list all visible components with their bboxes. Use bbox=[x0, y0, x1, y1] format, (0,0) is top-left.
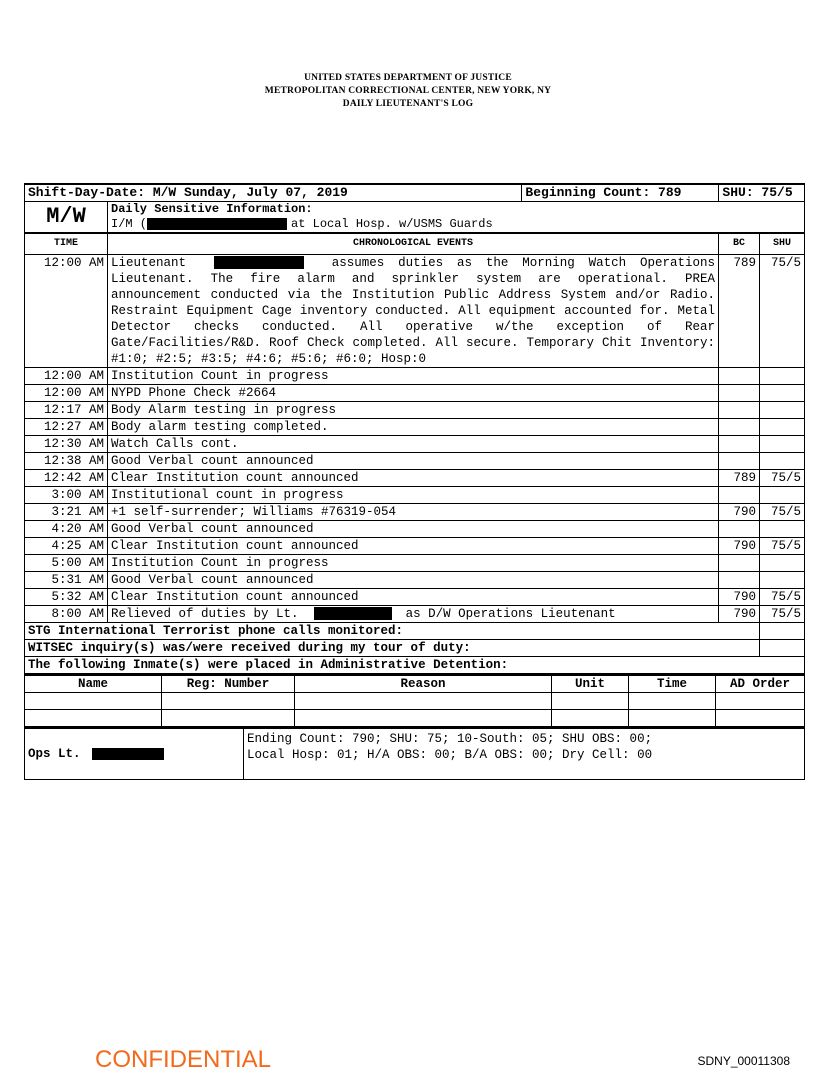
sensitive-info-text: I/M ( at Local Hosp. w/USMS Guards bbox=[111, 217, 493, 231]
event-time: 12:00 AM bbox=[25, 385, 108, 402]
event-bc: 789 bbox=[719, 255, 760, 368]
admin-detention-note: The following Inmate(s) were placed in Administrative Detention: bbox=[25, 657, 805, 674]
event-time: 8:00 AM bbox=[25, 606, 108, 623]
header-agency: UNITED STATES DEPARTMENT OF JUSTICE bbox=[304, 73, 512, 83]
event-text: Clear Institution count announced bbox=[108, 470, 719, 487]
ops-lt-signature: Ops Lt. bbox=[25, 728, 244, 780]
event-time: 3:21 AM bbox=[25, 504, 108, 521]
event-time: 12:42 AM bbox=[25, 470, 108, 487]
ad-blank-row bbox=[25, 710, 805, 727]
event-bc bbox=[719, 436, 760, 453]
event-shu bbox=[760, 453, 805, 470]
event-shu bbox=[760, 487, 805, 504]
witsec-note-value bbox=[760, 640, 805, 657]
event-text: Institution Count in progress bbox=[108, 555, 719, 572]
sensitive-info-label: Daily Sensitive Information: bbox=[111, 202, 313, 216]
event-shu: 75/5 bbox=[760, 589, 805, 606]
event-row bbox=[25, 436, 805, 453]
event-time: 12:30 AM bbox=[25, 436, 108, 453]
event-shu bbox=[760, 572, 805, 589]
event-time: 12:17 AM bbox=[25, 402, 108, 419]
redaction-bar bbox=[92, 748, 164, 760]
redaction-bar bbox=[214, 256, 304, 269]
stg-note: STG International Terrorist phone calls monitored: bbox=[25, 623, 760, 640]
event-shu bbox=[760, 555, 805, 572]
confidential-stamp: CONFIDENTIAL bbox=[95, 1046, 272, 1073]
watch-label: M/W bbox=[25, 202, 108, 233]
event-shu: 75/5 bbox=[760, 538, 805, 555]
lieutenant-log bbox=[24, 183, 805, 780]
events-table bbox=[24, 233, 805, 674]
redaction-bar bbox=[147, 218, 287, 230]
event-bc bbox=[719, 368, 760, 385]
event-time: 5:32 AM bbox=[25, 589, 108, 606]
event-bc bbox=[719, 521, 760, 538]
beginning-count: Beginning Count: 789 bbox=[522, 184, 719, 202]
event-row bbox=[25, 555, 805, 572]
event-shu bbox=[760, 368, 805, 385]
event-time: 12:00 AM bbox=[25, 255, 108, 368]
header-facility: METROPOLITAN CORRECTIONAL CENTER, NEW YORK, NY bbox=[264, 86, 552, 96]
event-text: Watch Calls cont. bbox=[108, 436, 719, 453]
event-row bbox=[25, 487, 805, 504]
event-time: 12:00 AM bbox=[25, 368, 108, 385]
event-time: 4:25 AM bbox=[25, 538, 108, 555]
event-shu bbox=[760, 521, 805, 538]
event-text: Institutional count in progress bbox=[108, 487, 719, 504]
event-row bbox=[25, 589, 805, 606]
events-column-header: CHRONOLOGICAL EVENTS bbox=[108, 234, 719, 255]
document-header bbox=[0, 72, 816, 111]
event-bc bbox=[719, 453, 760, 470]
event-row bbox=[25, 572, 805, 589]
ad-header-unit: Unit bbox=[552, 675, 629, 693]
event-time: 12:27 AM bbox=[25, 419, 108, 436]
event-text: NYPD Phone Check #2664 bbox=[108, 385, 719, 402]
event-bc bbox=[719, 555, 760, 572]
event-row bbox=[25, 402, 805, 419]
ending-table bbox=[24, 727, 805, 780]
shift-day-date: Shift-Day-Date: M/W Sunday, July 07, 2019 bbox=[25, 184, 522, 202]
admin-detention-table bbox=[24, 674, 805, 727]
event-shu bbox=[760, 385, 805, 402]
event-text: +1 self-surrender; Williams #76319-054 bbox=[108, 504, 719, 521]
event-time: 5:31 AM bbox=[25, 572, 108, 589]
event-row bbox=[25, 606, 805, 623]
bc-column-header: BC bbox=[719, 234, 760, 255]
time-column-header: TIME bbox=[25, 234, 108, 255]
event-bc: 790 bbox=[719, 606, 760, 623]
event-text: Body alarm testing completed. bbox=[108, 419, 719, 436]
event-text: Clear Institution count announced bbox=[108, 589, 719, 606]
ad-header-name: Name bbox=[25, 675, 162, 693]
event-row bbox=[25, 521, 805, 538]
event-bc: 789 bbox=[719, 470, 760, 487]
event-text: Good Verbal count announced bbox=[108, 521, 719, 538]
shu-count: SHU: 75/5 bbox=[719, 184, 805, 202]
event-bc bbox=[719, 402, 760, 419]
event-bc: 790 bbox=[719, 504, 760, 521]
shu-column-header: SHU bbox=[760, 234, 805, 255]
header-log-title: DAILY LIEUTENANT'S LOG bbox=[342, 99, 474, 109]
event-row bbox=[25, 255, 805, 368]
ad-header-reason: Reason bbox=[295, 675, 552, 693]
event-text: Institution Count in progress bbox=[108, 368, 719, 385]
event-text: Good Verbal count announced bbox=[108, 572, 719, 589]
event-bc bbox=[719, 385, 760, 402]
event-shu bbox=[760, 436, 805, 453]
event-bc bbox=[719, 419, 760, 436]
event-row bbox=[25, 470, 805, 487]
event-text: Lieutenant assumes duties as the Morning Watch Operations Lieutenant. The fire alarm and sprinkler system are operational. PREA announcement conducted via the Institution Public Address System and/or Radio. Restraint Equipment Cage inventory conducted. All equipment accounted for. Metal Detector checks conducted. All operative w/the exception of Rear Gate/Facilities/R&D. Roof Check completed. All secure. Temporary Chit Inventory: #1:0; #2:5; #3:5; #4:6; #5:6; #6:0; Hosp:0 bbox=[108, 255, 719, 368]
stg-note-value bbox=[760, 623, 805, 640]
event-row bbox=[25, 453, 805, 470]
event-shu: 75/5 bbox=[760, 606, 805, 623]
ad-blank-row bbox=[25, 693, 805, 710]
redaction-bar bbox=[314, 607, 392, 620]
event-text: Good Verbal count announced bbox=[108, 453, 719, 470]
ad-header-reg: Reg: Number bbox=[162, 675, 295, 693]
witsec-note: WITSEC inquiry(s) was/were received during my tour of duty: bbox=[25, 640, 760, 657]
event-time: 3:00 AM bbox=[25, 487, 108, 504]
event-text: Clear Institution count announced bbox=[108, 538, 719, 555]
event-row bbox=[25, 538, 805, 555]
event-shu: 75/5 bbox=[760, 504, 805, 521]
event-shu: 75/5 bbox=[760, 470, 805, 487]
event-rows bbox=[25, 368, 805, 606]
event-time: 5:00 AM bbox=[25, 555, 108, 572]
ending-count: Ending Count: 790; SHU: 75; 10-South: 05; SHU OBS: 00; Local Hosp: 01; H/A OBS: 00; B/A OBS: 00; Dry Cell: 00 bbox=[244, 728, 805, 780]
ad-header-order: AD Order bbox=[716, 675, 805, 693]
event-bc: 790 bbox=[719, 589, 760, 606]
event-text: Body Alarm testing in progress bbox=[108, 402, 719, 419]
event-row bbox=[25, 385, 805, 402]
event-bc bbox=[719, 487, 760, 504]
event-row bbox=[25, 504, 805, 521]
bates-number: SDNY_00011308 bbox=[697, 1054, 790, 1068]
event-shu bbox=[760, 419, 805, 436]
event-time: 4:20 AM bbox=[25, 521, 108, 538]
event-row bbox=[25, 419, 805, 436]
event-shu: 75/5 bbox=[760, 255, 805, 368]
event-bc: 790 bbox=[719, 538, 760, 555]
event-row bbox=[25, 368, 805, 385]
event-text: Relieved of duties by Lt. as D/W Operations Lieutenant bbox=[108, 606, 719, 623]
event-bc bbox=[719, 572, 760, 589]
event-time: 12:38 AM bbox=[25, 453, 108, 470]
summary-table bbox=[24, 183, 805, 233]
ad-header-time: Time bbox=[629, 675, 716, 693]
event-shu bbox=[760, 402, 805, 419]
